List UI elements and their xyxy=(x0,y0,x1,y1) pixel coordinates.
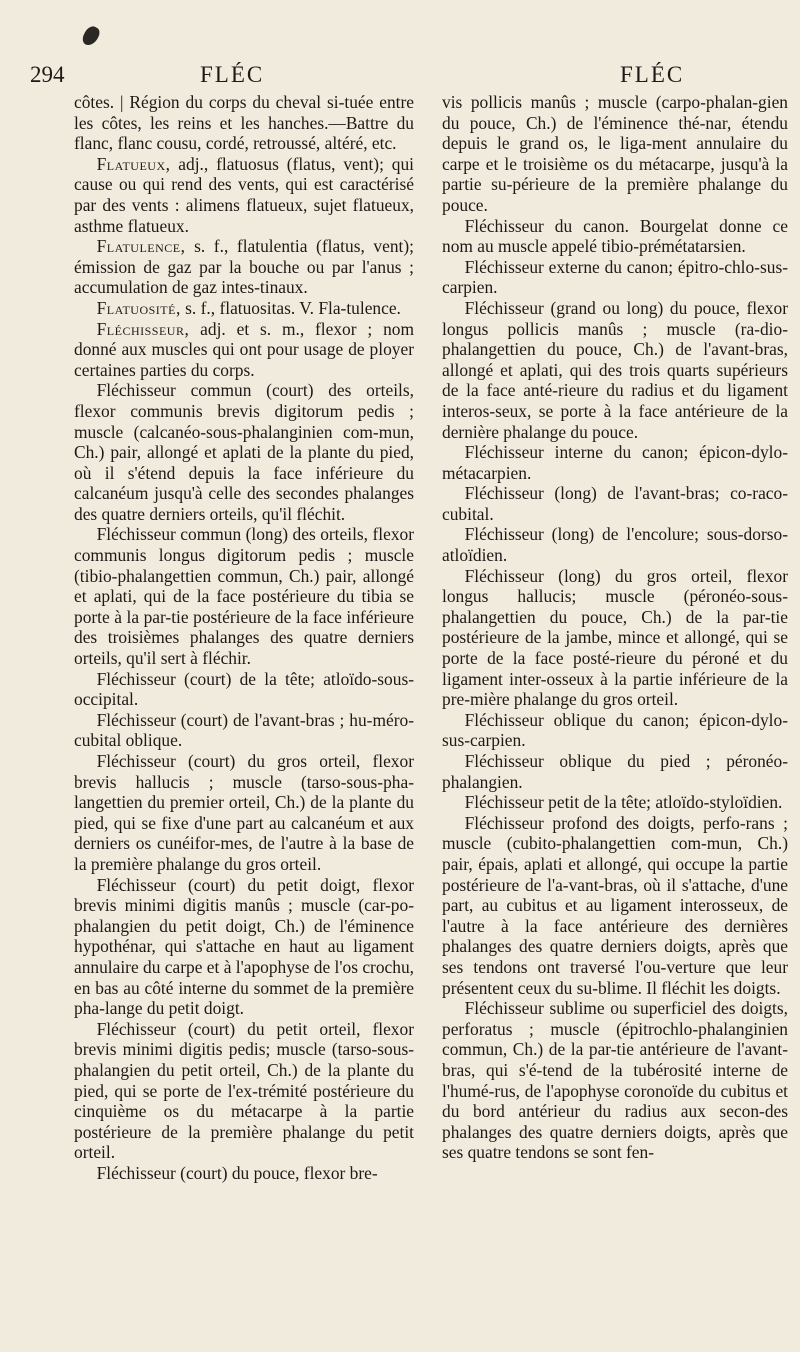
dictionary-entry xyxy=(442,998,788,1163)
entry-text: Fléchisseur (court) de la tête; atloïdo-sous-occipital. xyxy=(74,668,414,710)
right-headword: FLÉC xyxy=(620,62,685,87)
entry-text: Fléchisseur oblique du canon; épicon-dylo-sus-carpien. xyxy=(442,709,788,751)
left-headword: FLÉC xyxy=(200,62,265,87)
entry-text: Fléchisseur (court) du petit doigt, flexor brevis minimi digitis manûs ; muscle (car-po-phalangien du petit doigt, Ch.) de l'éminence hypothénar, qui s'attache en haut au ligament annulaire du carpe et à l'apophyse de l'os crochu, en bas au côté interne du sommet de la première pha-lange du petit doigt. xyxy=(74,874,414,1019)
dictionary-entry xyxy=(442,710,788,751)
dictionary-entry xyxy=(74,236,414,298)
dictionary-entry xyxy=(442,813,788,998)
right-column xyxy=(442,92,788,1163)
dictionary-entry xyxy=(74,154,414,236)
dictionary-entry xyxy=(442,442,788,483)
dictionary-entry xyxy=(442,257,788,298)
entry-text: Fléchisseur externe du canon; épitro-chlo-sus-carpien. xyxy=(442,256,788,298)
dictionary-entry xyxy=(74,669,414,710)
entry-headword: Fléchisseur, xyxy=(96,318,190,339)
entry-text: Fléchisseur (court) du petit orteil, flexor brevis minimi digitis pedis; muscle (tarso-sous-phalangien du petit orteil, Ch.) de la plante du pied, qui se porte de l'ex-trémité postérieure du cinquième os du métacarpe à la partie postérieure de la première phalange du petit orteil. xyxy=(74,1018,414,1163)
dictionary-entry xyxy=(74,319,414,381)
dictionary-entry xyxy=(74,380,414,524)
entry-text: Fléchisseur (court) du gros orteil, flexor brevis hallucis ; muscle (tarso-sous-pha-langettien du premier orteil, Ch.) de la plante du pied, qui se fixe d'une part au calcanéum et aux derniers os cunéifor-mes, de l'autre à la base de la première phalange du gros orteil. xyxy=(74,751,414,874)
dictionary-entry xyxy=(442,792,788,813)
entry-text: vis pollicis manûs ; muscle (carpo-phalan-gien du pouce, Ch.) de l'éminence thé-nar, étendu depuis le grand os, le liga-ment annulaire du carpe et le troisième os du métacarpe, jusqu'à la partie su-périeure de la première phalange du pouce. xyxy=(442,92,788,215)
entry-headword: Flatuosité, xyxy=(96,297,181,318)
entry-text: adj., flatuosus (flatus, vent); qui cause ou qui rend des vents, qui est caractérisé par des vents : alimens flatueux, sujet flatueux, asthme flatueux. xyxy=(74,153,414,236)
entry-text: Fléchisseur (grand ou long) du pouce, flexor longus pollicis manûs ; muscle (ra-dio-phalangettien du pouce, Ch.) de l'avant-bras, allongé et aplati, qui des trois quarts supérieurs de la face anté-rieure du radius et du ligament interos-seux, se porte à la face antérieure de la dernière phalange du pouce. xyxy=(442,297,788,442)
dictionary-entry xyxy=(442,216,788,257)
dictionary-entry xyxy=(442,524,788,565)
entry-text: Fléchisseur du canon. Bourgelat donne ce nom au muscle appelé tibio-prémétatarsien. xyxy=(442,215,788,257)
entry-text: Fléchisseur (long) de l'avant-bras; co-raco-cubital. xyxy=(442,483,788,524)
dictionary-entry xyxy=(74,710,414,751)
dictionary-entry xyxy=(74,524,414,668)
dictionary-entry xyxy=(74,875,414,1019)
dictionary-entry xyxy=(74,1019,414,1163)
entry-text: Fléchisseur (court) du pouce, flexor bre- xyxy=(96,1162,378,1183)
entry-continuation xyxy=(442,92,788,216)
entry-text: Fléchisseur interne du canon; épicon-dylo-métacarpien. xyxy=(442,442,788,483)
entry-text: Fléchisseur commun (court) des orteils, flexor communis brevis digitorum pedis ; muscle (calcanéo-sous-phalanginien com-mun, Ch.) pair, allongé et aplati de la plante du pied, où il s'étend depuis la face inférieure du calcanéum jusqu'à celle des secondes phalanges des quatre derniers orteils, qu'il fléchit. xyxy=(74,380,414,524)
entry-headword: Flatulence, xyxy=(96,236,186,257)
entry-text: Fléchisseur petit de la tête; atloïdo-styloïdien. xyxy=(464,792,783,813)
entry-text: Fléchisseur profond des doigts, perfo-rans ; muscle (cubito-phalangettien com-mun, Ch.) pair, épais, aplati et allongé, qui occupe la partie postérieure de l'a-vant-bras, où il s'attache, d'une part, au cubitus et au ligament interosseux, de l'autre à la face antérieure des dernières phalanges des quatre derniers doigts, après que ses tendons ont traversé l'ou-verture que leur présentent ceux du su-blime. Il fléchit les doigts. xyxy=(442,812,788,998)
dictionary-entry xyxy=(442,751,788,792)
entry-text: côtes. | Région du corps du cheval si-tuée entre les côtes, les reins et les hanches.—Battre du flanc, flanc cousu, cordé, retroussé, altéré, etc. xyxy=(74,92,414,154)
entry-text: adj. et s. m., flexor ; nom donné aux muscles qui ont pour usage de ployer certaines parties du corps. xyxy=(74,318,414,380)
entry-text: s. f., flatuositas. V. Fla-tulence. xyxy=(180,297,401,318)
ink-blot xyxy=(80,24,102,48)
entry-text: Fléchisseur (long) de l'encolure; sous-dorso-atloïdien. xyxy=(442,524,788,566)
dictionary-entry xyxy=(442,483,788,524)
dictionary-entry xyxy=(442,566,788,710)
dictionary-entry xyxy=(74,298,414,319)
dictionary-entry xyxy=(74,1163,414,1184)
entry-text: Fléchisseur oblique du pied ; péronéo-phalangien. xyxy=(442,751,788,792)
entry-text: Fléchisseur (long) du gros orteil, flexor longus hallucis; muscle (péronéo-sous-phalangettien du pouce, Ch.) de la par-tie postérieure de la jambe, mince et allongé, qui se porte de la face posté-rieure du péroné et du ligament inter-osseux à la partie inférieure de la pre-mière phalange du gros orteil. xyxy=(442,565,788,710)
dictionary-entry xyxy=(74,751,414,875)
page-number: 294 xyxy=(30,62,65,87)
dictionary-entry xyxy=(442,298,788,442)
entry-text: Fléchisseur sublime ou superficiel des doigts, perforatus ; muscle (épitrochlo-phalanginien commun, Ch.) de la par-tie antérieure de l'avant-bras, qui s'é-tend de la tubérosité interne de l'humé-rus, de l'apophyse coronoïde du cubitus et du bord antérieur du radius aux secon-des phalanges des quatre derniers doigts, après que ses quatre tendons se sont fen- xyxy=(442,998,788,1163)
entry-text: Fléchisseur commun (long) des orteils, flexor communis longus digitorum pedis ; muscle (tibio-phalangettien commun, Ch.) pair, allongé et aplati, qui de la face postérieure du tibia se porte à la par-tie postérieure de la face inférieure des troisièmes phalanges des quatre derniers orteils, qu'il sert à fléchir. xyxy=(74,524,414,669)
entry-text: s. f., flatulentia (flatus, vent); émission de gaz par la bouche ou par l'anus ; accumulation de gaz intes-tinaux. xyxy=(74,236,414,298)
left-column xyxy=(74,92,414,1183)
entry-continuation xyxy=(74,92,414,154)
entry-headword: Flatueux, xyxy=(96,153,171,174)
entry-text: Fléchisseur (court) de l'avant-bras ; hu-méro-cubital oblique. xyxy=(74,709,414,751)
